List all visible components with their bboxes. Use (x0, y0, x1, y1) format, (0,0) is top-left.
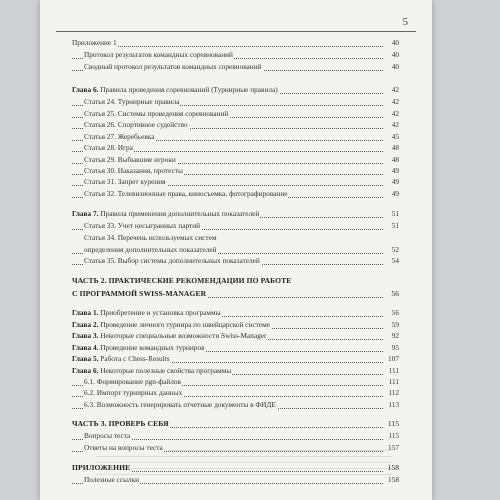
toc-title-text: Статья 35. Выбор системы дополнительных показателей (84, 256, 260, 265)
toc-entry-title (84, 132, 155, 141)
toc-title-text: Протокол результатов командных соревнований (84, 50, 233, 59)
toc-chapter-label: Глава 2. (72, 320, 99, 329)
toc-title-text: Полезные ссылки (84, 475, 140, 484)
toc-part-heading (40, 418, 432, 430)
toc-title-text: Некоторые специальные возможности Swiss-Manager (98, 331, 267, 340)
toc-title-text: ЧАСТЬ 3. ПРОВЕРЬ СЕБЯ (72, 419, 169, 428)
toc-entry (40, 430, 432, 442)
toc-page-number: 49 (391, 166, 399, 175)
toc-part-heading (40, 462, 432, 474)
toc-page-number: 48 (391, 155, 399, 164)
toc-entry-title (72, 354, 171, 363)
toc-entry-title (84, 97, 180, 106)
toc-entry (40, 387, 432, 399)
toc-entry-title (72, 38, 118, 47)
toc-page-number: 42 (391, 85, 399, 94)
toc-entry-title (84, 475, 140, 484)
toc-entry (40, 220, 432, 232)
toc-entry-title (84, 62, 263, 71)
toc-title-text: Статья 25. Системы проведения соревнований (84, 109, 229, 118)
toc-entry-title (84, 155, 177, 164)
toc-entry-title (72, 289, 207, 298)
toc-entry-title (84, 233, 217, 242)
toc-title-text: С ПРОГРАММОЙ SWISS-MANAGER (72, 289, 207, 298)
toc-entry-title (72, 276, 292, 285)
toc-title-text: Статья 31. Запрет курения (84, 177, 166, 186)
toc-page-number: 59 (391, 320, 399, 329)
toc-entry-title (72, 463, 131, 472)
toc-entry (40, 232, 432, 244)
toc-chapter-label: Глава 6. (72, 366, 99, 375)
page-number: 5 (402, 16, 408, 28)
toc-title-text: Вопросы теста (84, 431, 131, 440)
toc-entry (40, 49, 432, 61)
toc-title-text: определения дополнительных показателей (84, 245, 217, 254)
toc-page-number: 42 (391, 109, 399, 118)
toc-chapter-label: Глава 6. (72, 85, 99, 94)
toc-entry-title (84, 221, 201, 230)
toc-title-text: Статья 24. Турнирные правила (84, 97, 180, 106)
toc-title-text: Приложение 1 (72, 38, 117, 47)
toc-page-number: 40 (391, 62, 399, 71)
toc-title-text: ПРИЛОЖЕНИЕ (72, 463, 131, 472)
toc-entry (40, 84, 432, 96)
toc-entry (40, 61, 432, 73)
toc-entry (40, 399, 432, 411)
toc-title-text: Статья 27. Жеребьевка (84, 132, 155, 141)
toc-entry (40, 188, 432, 200)
toc-entry-title (72, 320, 271, 329)
toc-entry-title (84, 166, 184, 175)
toc-entry (40, 96, 432, 108)
toc-entry (40, 176, 432, 188)
toc-title-text: Статья 26. Спортивное судейство (84, 120, 188, 129)
toc-page-number: 111 (388, 366, 399, 375)
toc-entry-title (84, 189, 288, 198)
toc-entry-title (72, 209, 260, 218)
toc-page-number: 107 (388, 354, 399, 363)
toc-page-number: 115 (388, 431, 399, 440)
toc-entry-title (84, 388, 183, 397)
toc-title-text: Ответы на вопросы теста (84, 443, 163, 452)
toc-chapter-label: Глава 1. (72, 308, 99, 317)
toc-page-number: 40 (391, 50, 399, 59)
toc-entry-title (84, 177, 167, 186)
toc-entry-title (84, 256, 261, 265)
toc-title-text: 6.3. Возможность генерировать отчетные документы в ФИДЕ (84, 400, 276, 409)
toc-title-text: 6.1. Формирование pgn-файлов (84, 377, 181, 386)
toc-page-number: 42 (391, 97, 399, 106)
toc-entry-title (72, 419, 170, 428)
toc-entry-title (84, 245, 217, 254)
toc-page-number: 49 (391, 177, 399, 186)
toc-entry-title (84, 50, 234, 59)
toc-title-text: Приобретение и установка программы (98, 308, 221, 317)
toc-entry-title (72, 331, 267, 340)
toc-page-number: 111 (388, 377, 399, 386)
toc-entry-title (72, 343, 206, 352)
toc-title-text: Правила проведения соревнований (Турнирные правила) (98, 85, 278, 94)
toc-title-text: ЧАСТЬ 2. ПРАКТИЧЕСКИЕ РЕКОМЕНДАЦИИ ПО РАБОТЕ (72, 276, 292, 285)
toc-page-number: 45 (391, 132, 399, 141)
toc-entry-title (84, 443, 164, 452)
toc-entry (40, 307, 432, 319)
toc-page-number: 42 (391, 120, 399, 129)
toc-page-number: 113 (388, 400, 399, 409)
toc-page-number: 92 (391, 331, 399, 340)
toc-title-text: 6.2. Импорт турнирных данных (84, 388, 183, 397)
toc-title-text: Правила применения дополнительных показателей (98, 209, 260, 218)
toc-page-number: 51 (391, 209, 399, 218)
toc-chapter-label: Глава 5. (72, 354, 99, 363)
toc-page-number: 56 (391, 308, 399, 317)
toc-title-text: Статья 28. Игра (84, 143, 133, 152)
toc-page-number: 40 (391, 38, 399, 47)
toc-entry-title (84, 400, 277, 409)
toc-entry (40, 37, 432, 49)
toc-entry-title (72, 366, 232, 375)
toc-title-text: Статья 29. Выбывшие игроки (84, 155, 176, 164)
toc-title-text: Статья 34. Перечень используемых систем (84, 233, 217, 242)
toc-entry (40, 119, 432, 131)
toc-entry-title (84, 431, 131, 440)
toc-page-number: 48 (391, 143, 399, 152)
toc-title-text: Проведение личного турнира по швейцарской системе (98, 320, 270, 329)
toc-chapter-label: Глава 7. (72, 209, 99, 218)
toc-entry (40, 474, 432, 486)
toc-chapter-label: Глава 4. (72, 343, 99, 352)
toc-entry-title (72, 308, 222, 317)
toc-entry (40, 208, 432, 220)
toc-title-text: Статья 33. Учет несыгранных партий (84, 221, 201, 230)
toc-page-number: 158 (388, 475, 399, 484)
toc-entry-title (72, 85, 279, 94)
book-page (40, 0, 432, 500)
toc-title-text: Проведение командных турниров (98, 343, 205, 352)
toc-entry (40, 330, 432, 342)
toc-title-text: Сводный протокол результатов командных соревнований (84, 62, 262, 71)
toc-page-number: 51 (391, 221, 399, 230)
toc-entry-title (84, 143, 134, 152)
toc-page-number: 157 (388, 443, 399, 452)
toc-entry (40, 442, 432, 454)
toc-page-number: 52 (391, 245, 399, 254)
toc-page-number: 112 (388, 388, 399, 397)
table-of-contents (40, 0, 432, 500)
toc-entry-title (84, 377, 182, 386)
toc-chapter-label: Глава 3. (72, 331, 99, 340)
toc-title-text: Работа с Chess-Results (98, 354, 170, 363)
toc-entry (40, 255, 432, 267)
toc-part-heading (40, 288, 432, 300)
toc-page-number: 56 (391, 289, 399, 298)
toc-title-text: Некоторые полезные свойства программы (98, 366, 232, 375)
toc-page-number: 95 (391, 343, 399, 352)
toc-entry (40, 142, 432, 154)
toc-entry (40, 353, 432, 365)
toc-leader-dots (72, 45, 383, 47)
toc-title-text: Статья 32. Телевизионные права, киносъемка, фотографирование (84, 189, 288, 198)
toc-page-number: 54 (391, 256, 399, 265)
toc-title-text: Статья 30. Наказания, протесты (84, 166, 183, 175)
toc-page-number: 158 (387, 463, 399, 472)
toc-entry-title (84, 109, 229, 118)
toc-entry-title (84, 120, 189, 129)
toc-part-heading (40, 275, 432, 287)
toc-page-number: 115 (387, 419, 399, 428)
toc-page-number: 49 (391, 189, 399, 198)
